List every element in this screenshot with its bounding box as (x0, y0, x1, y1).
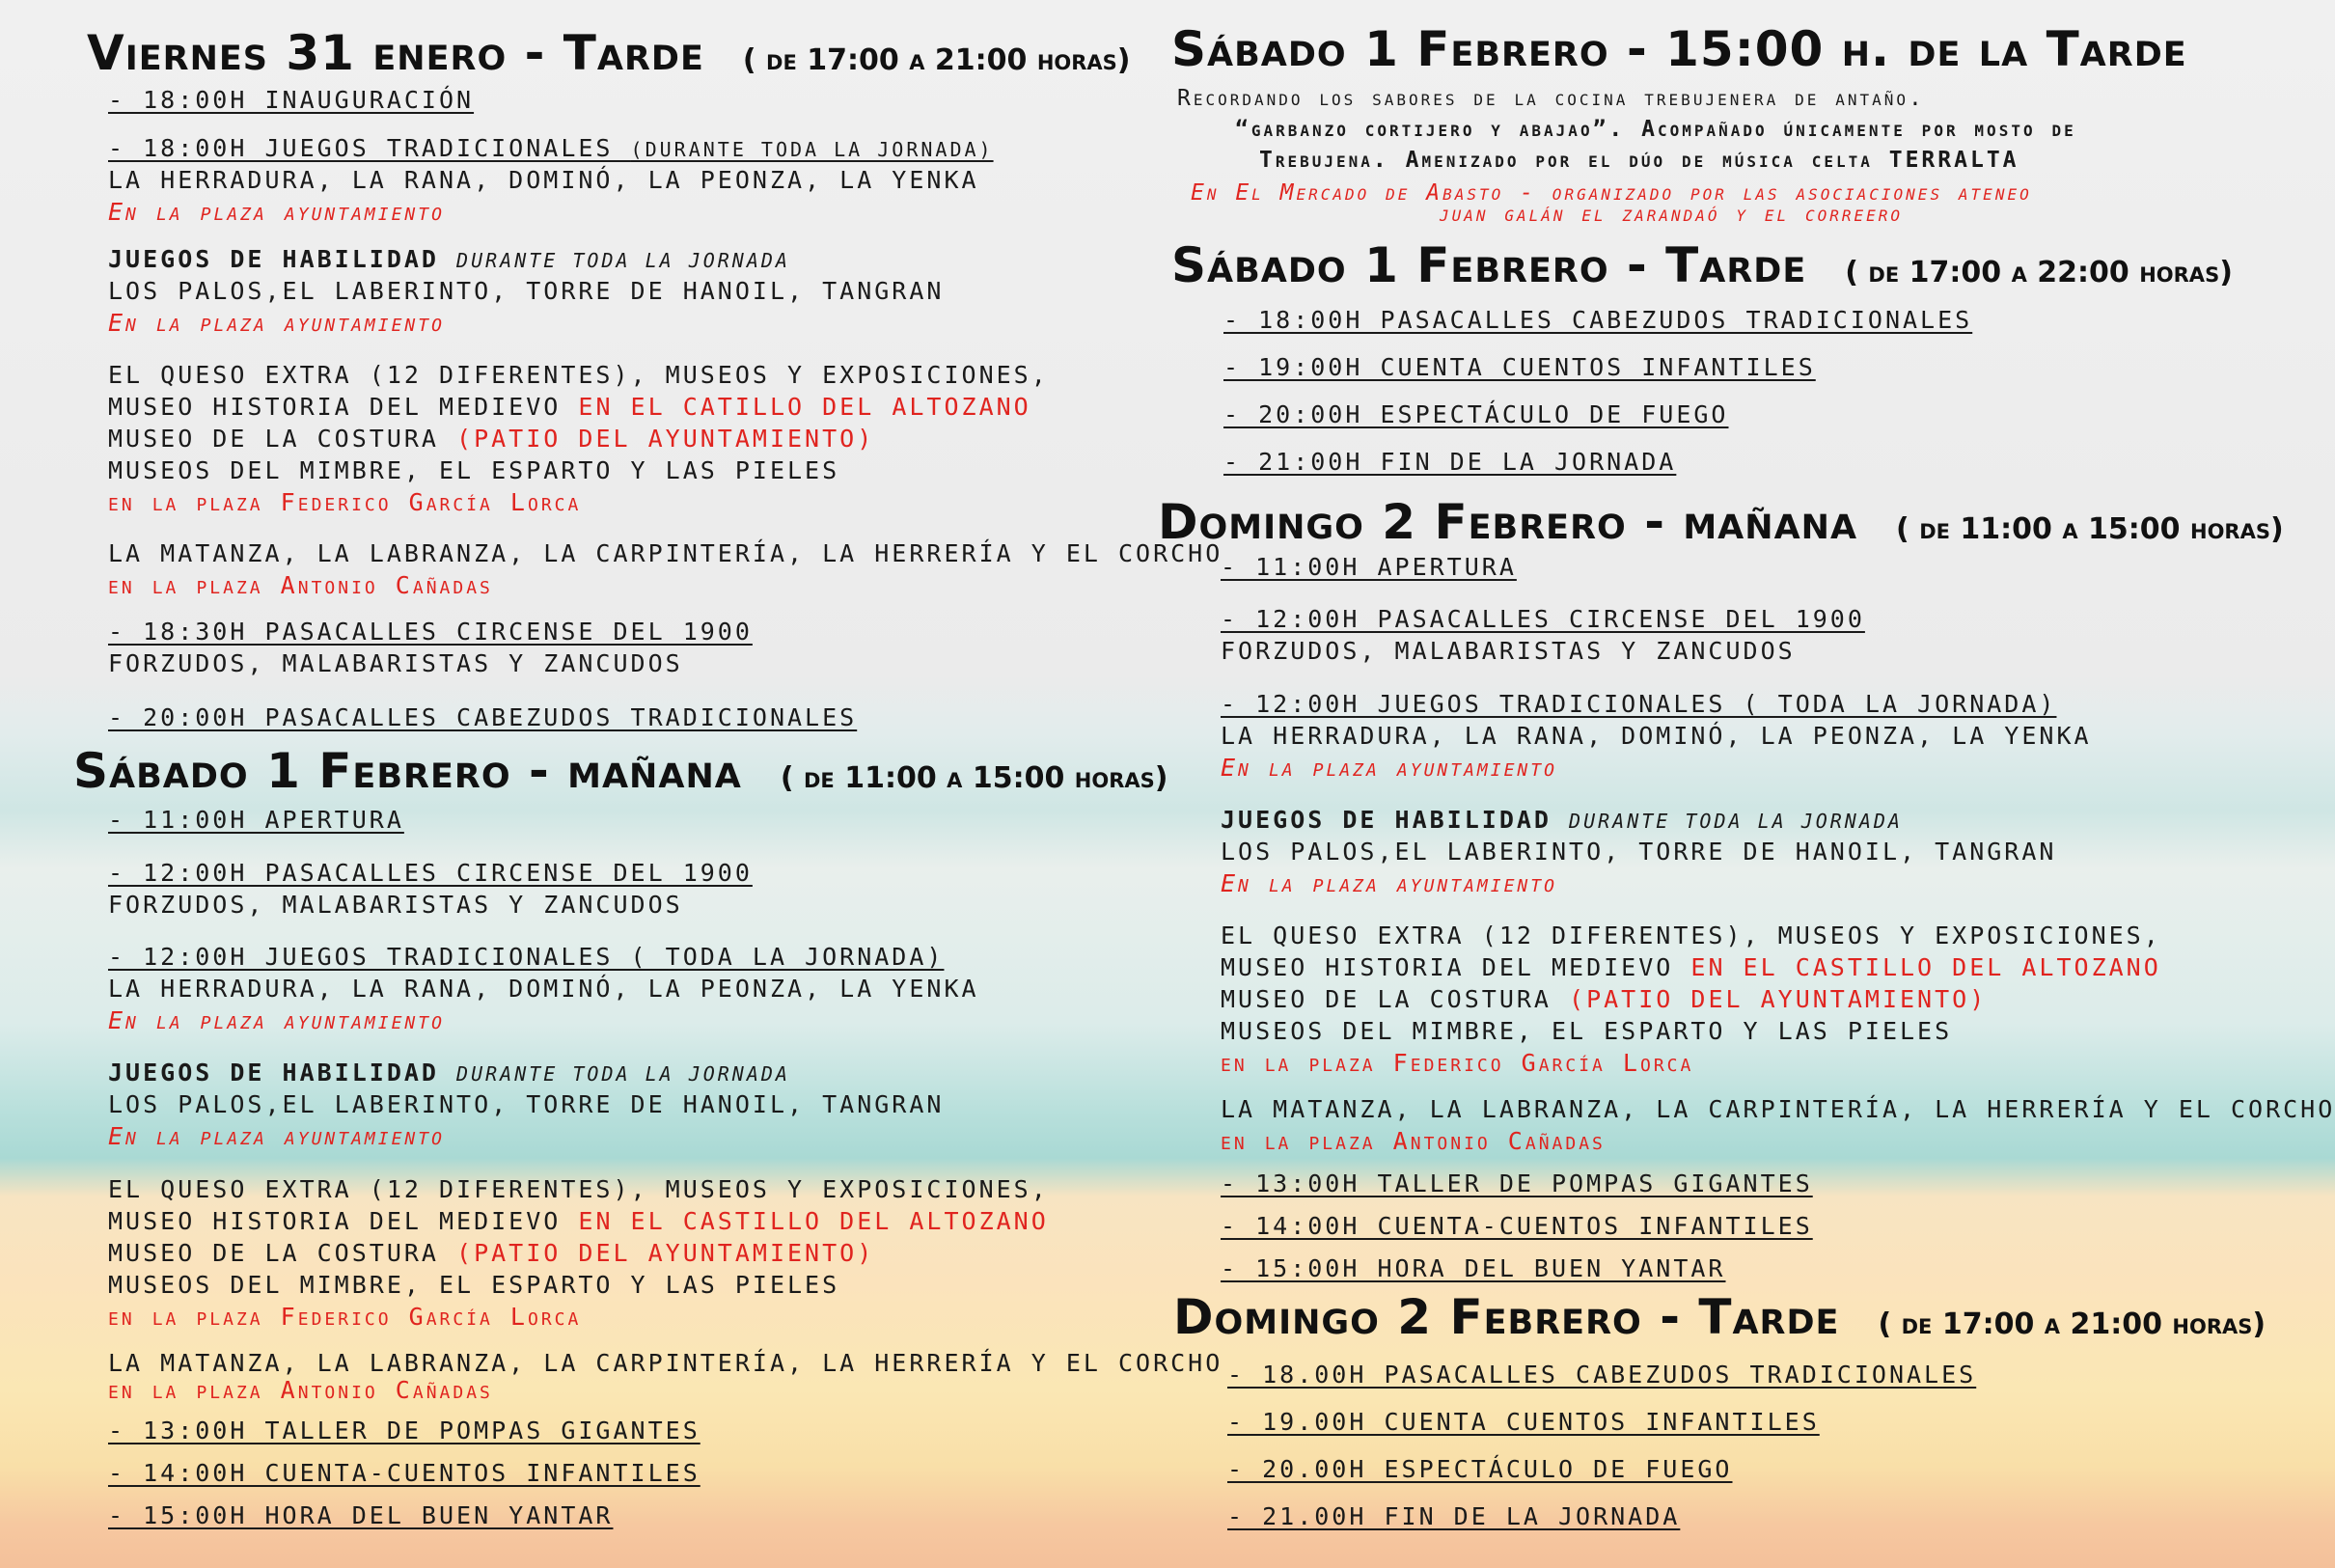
event-line: - 12:00H JUEGOS TRADICIONALES ( TODA LA JORNADA) (108, 943, 945, 971)
title-text: Sábado 1 Febrero - Tarde (1171, 237, 1807, 293)
section-title-domingo-manana (1158, 494, 2284, 550)
detail-line: LA HERRADURA, LA RANA, DOMINÓ, LA PEONZA, LA YENKA (108, 975, 979, 1003)
title-text: Viernes 31 enero - Tarde (87, 25, 704, 81)
event-text: JUEGOS DE HABILIDAD (108, 245, 457, 273)
location-line: En la plaza ayuntamiento (108, 309, 445, 337)
location-text: EN EL CATILLO DEL ALTOZANO (578, 393, 1031, 421)
title-text: Sábado 1 Febrero - 15:00 h. de la Tarde (1171, 21, 2187, 77)
location-text: (PATIO DEL AYUNTAMIENTO) (456, 425, 875, 453)
event-note: DURANTE TODA LA JORNADA (456, 1062, 790, 1086)
location-line: en la plaza Antonio Cañadas (1221, 1127, 1606, 1155)
location-text: (PATIO DEL AYUNTAMIENTO) (1569, 985, 1988, 1013)
detail-text: MUSEO DE LA COSTURA (108, 425, 457, 453)
band-name: TERRALTA (1888, 148, 2019, 173)
event-line (108, 243, 790, 277)
title-text: Sábado 1 Febrero - mañana (73, 743, 742, 799)
detail-line: MUSEOS DEL MIMBRE, EL ESPARTO Y LAS PIELES (1221, 1017, 1953, 1045)
section-title-sabado-comida (1171, 21, 2187, 77)
detail-line: FORZUDOS, MALABARISTAS Y ZANCUDOS (108, 891, 683, 919)
location-line: En la plaza ayuntamiento (108, 1122, 445, 1150)
event-line: - 21:00H FIN DE LA JORNADA (1223, 448, 1677, 476)
event-line (108, 132, 994, 166)
detail-line: LOS PALOS,EL LABERINTO, TORRE DE HANOIL, TANGRAN (108, 1090, 945, 1118)
detail-line: EL QUESO EXTRA (12 DIFERENTES), MUSEOS Y EXPOSICIONES, (108, 1175, 1049, 1203)
location-text: EN EL CASTILLO DEL ALTOZANO (578, 1207, 1049, 1235)
detail-line: LA MATANZA, LA LABRANZA, LA CARPINTERÍA, LA HERRERÍA Y EL CORCHO (108, 539, 1223, 567)
event-line: - 18:00H PASACALLES CABEZUDOS TRADICIONALES (1223, 306, 1973, 334)
event-line: - 18:30H PASACALLES CIRCENSE DEL 1900 (108, 618, 753, 646)
time-range: ( de 11:00 a 15:00 horas) (780, 761, 1168, 795)
location-line: en la plaza Antonio Cañadas (108, 571, 493, 599)
time-range: ( de 17:00 a 22:00 horas) (1845, 256, 2233, 289)
intro-line: Recordando los sabores de la cocina trebujenera de antaño. (1177, 86, 1925, 111)
event-note: DURANTE TODA LA JORNADA (456, 249, 790, 272)
detail-text: MUSEO HISTORIA DEL MEDIEVO (108, 1207, 579, 1235)
event-line: - 18.00H PASACALLES CABEZUDOS TRADICIONALES (1227, 1361, 1977, 1389)
detail-line (108, 423, 874, 455)
organizer-line: juan galán el zarandaó y el correero (1440, 202, 1904, 227)
event-line (1221, 804, 1903, 838)
detail-text: MUSEO DE LA COSTURA (1221, 985, 1570, 1013)
detail-line: LA MATANZA, LA LABRANZA, LA CARPINTERÍA, LA HERRERÍA Y EL CORCHO (1221, 1095, 2335, 1123)
location-line: en la plaza Federico García Lorca (1221, 1049, 1694, 1077)
event-line: - 14:00H CUENTA-CUENTOS INFANTILES (108, 1459, 700, 1487)
section-title-sabado-manana (73, 743, 1168, 799)
time-range: ( de 11:00 a 15:00 horas) (1896, 512, 2284, 546)
event-line: - 19.00H CUENTA CUENTOS INFANTILES (1227, 1408, 1820, 1436)
detail-line (108, 1237, 874, 1270)
event-line: - 20:00H PASACALLES CABEZUDOS TRADICIONALES (108, 703, 858, 731)
event-line: - 15:00H HORA DEL BUEN YANTAR (1221, 1254, 1726, 1282)
detail-line (108, 1205, 1049, 1238)
detail-line: LA HERRADURA, LA RANA, DOMINÓ, LA PEONZA, LA YENKA (108, 166, 979, 194)
detail-line (108, 391, 1031, 424)
title-text: Domingo 2 Febrero - mañana (1158, 494, 1858, 550)
event-note: (DURANTE TODA LA JORNADA) (630, 138, 994, 161)
detail-line: EL QUESO EXTRA (12 DIFERENTES), MUSEOS Y EXPOSICIONES, (1221, 922, 2161, 949)
event-line: - 14:00H CUENTA-CUENTOS INFANTILES (1221, 1212, 1813, 1240)
event-text: JUEGOS DE HABILIDAD (108, 1059, 457, 1087)
detail-line: FORZUDOS, MALABARISTAS Y ZANCUDOS (1221, 637, 1796, 665)
location-line: en la plaza Federico García Lorca (108, 488, 582, 516)
event-line (108, 1057, 790, 1090)
event-line: - 13:00H TALLER DE POMPAS GIGANTES (1221, 1169, 1813, 1197)
section-title-viernes-tarde (87, 25, 1131, 81)
location-line: en la plaza Federico García Lorca (108, 1303, 582, 1331)
detail-text: MUSEO HISTORIA DEL MEDIEVO (1221, 953, 1691, 981)
event-line: - 12:00H PASACALLES CIRCENSE DEL 1900 (1221, 605, 1865, 633)
detail-text: MUSEO HISTORIA DEL MEDIEVO (108, 393, 579, 421)
location-line: En la plaza ayuntamiento (1221, 869, 1557, 897)
detail-text: MUSEO DE LA COSTURA (108, 1239, 457, 1267)
detail-line: MUSEOS DEL MIMBRE, EL ESPARTO Y LAS PIELES (108, 456, 840, 484)
event-line: - 21.00H FIN DE LA JORNADA (1227, 1502, 1681, 1530)
event-text: - 18:00H JUEGOS TRADICIONALES (108, 134, 631, 162)
event-line: - 20.00H ESPECTÁCULO DE FUEGO (1227, 1455, 1733, 1483)
intro-line: “garbanzo cortijero y abajao”. Acompañado únicamente por mosto de (1235, 117, 2076, 142)
event-line: - 19:00H CUENTA CUENTOS INFANTILES (1223, 353, 1816, 381)
location-line: en la plaza Antonio Cañadas (108, 1376, 493, 1404)
location-line: En la plaza ayuntamiento (108, 1006, 445, 1034)
detail-line: LOS PALOS,EL LABERINTO, TORRE DE HANOIL, TANGRAN (108, 277, 945, 305)
event-line: - 18:00H INAUGURACIÓN (108, 86, 475, 114)
event-line: - 12:00H PASACALLES CIRCENSE DEL 1900 (108, 859, 753, 887)
location-line: En El Mercado de Abasto - organizado por las asociaciones ateneo (1191, 180, 2032, 206)
detail-line: LA MATANZA, LA LABRANZA, LA CARPINTERÍA, LA HERRERÍA Y EL CORCHO (108, 1349, 1223, 1377)
detail-line (1221, 951, 2161, 984)
event-line: - 20:00H ESPECTÁCULO DE FUEGO (1223, 400, 1729, 428)
time-range: ( de 17:00 a 21:00 horas) (742, 43, 1131, 77)
location-line: En la plaza ayuntamiento (1221, 754, 1557, 782)
location-text: EN EL CASTILLO DEL ALTOZANO (1690, 953, 2161, 981)
section-title-sabado-tarde (1171, 237, 2233, 293)
intro-text: Trebujena. Amenizado por el dúo de música celta (1259, 148, 1889, 173)
detail-line: EL QUESO EXTRA (12 DIFERENTES), MUSEOS Y EXPOSICIONES, (108, 361, 1049, 389)
section-title-domingo-tarde (1173, 1289, 2266, 1345)
detail-line: LOS PALOS,EL LABERINTO, TORRE DE HANOIL, TANGRAN (1221, 838, 2057, 866)
event-line: - 13:00H TALLER DE POMPAS GIGANTES (108, 1417, 700, 1444)
title-text: Domingo 2 Febrero - Tarde (1173, 1289, 1840, 1345)
time-range: ( de 17:00 a 21:00 horas) (1878, 1307, 2266, 1341)
event-line: - 11:00H APERTURA (1221, 553, 1517, 581)
detail-line: LA HERRADURA, LA RANA, DOMINÓ, LA PEONZA, LA YENKA (1221, 722, 2092, 750)
detail-line (1221, 983, 1987, 1016)
event-line: - 12:00H JUEGOS TRADICIONALES ( TODA LA JORNADA) (1221, 690, 2057, 718)
location-text: (PATIO DEL AYUNTAMIENTO) (456, 1239, 875, 1267)
location-line: En la plaza ayuntamiento (108, 198, 445, 226)
intro-line (1259, 145, 2019, 176)
event-text: JUEGOS DE HABILIDAD (1221, 806, 1570, 834)
detail-line: FORZUDOS, MALABARISTAS Y ZANCUDOS (108, 649, 683, 677)
event-line: - 11:00H APERTURA (108, 806, 404, 834)
event-line: - 15:00H HORA DEL BUEN YANTAR (108, 1501, 614, 1529)
detail-line: MUSEOS DEL MIMBRE, EL ESPARTO Y LAS PIELES (108, 1271, 840, 1299)
event-note: DURANTE TODA LA JORNADA (1569, 810, 1903, 833)
